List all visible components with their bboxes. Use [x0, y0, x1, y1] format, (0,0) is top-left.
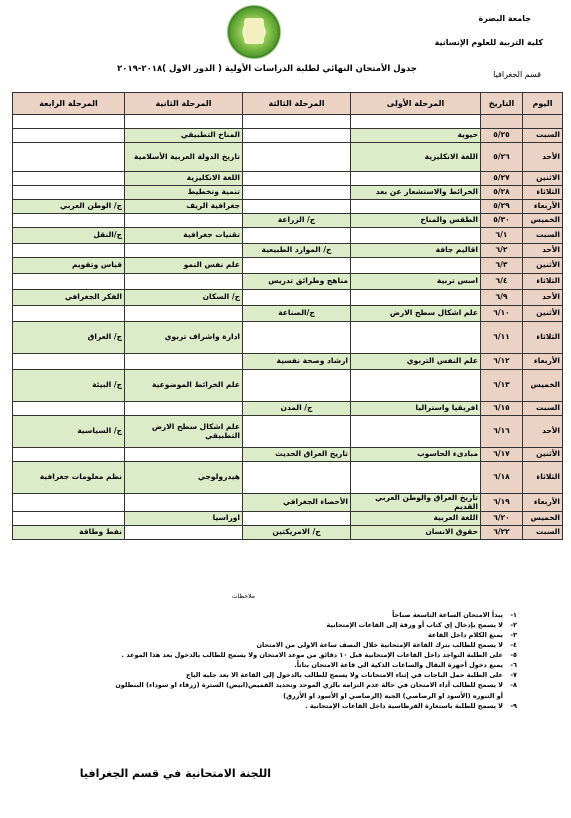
exam-committee-signature: اللجنة الامتحانية في قسم الجغرافيا: [79, 767, 271, 780]
cell-date: ٦/١٠: [481, 306, 523, 322]
cell-date: ٦/٩: [481, 290, 523, 306]
cell-day: الثلاثاء: [523, 322, 563, 354]
table-row: [13, 214, 563, 228]
cell-date: ٦/١١: [481, 322, 523, 354]
cell-second-stage: [125, 402, 243, 416]
cell-day: الأحد: [523, 416, 563, 448]
cell-date: ٦/٢٢: [481, 526, 523, 540]
table-row: [13, 526, 563, 540]
column-header-second-stage: المرحلة الثانية: [125, 93, 243, 115]
table-row: [13, 494, 563, 512]
note-item: [17, 680, 517, 690]
table-row: [13, 258, 563, 274]
cell-first-stage: علم النفس التربوي: [351, 354, 481, 370]
cell-day: الأربعاء: [523, 494, 563, 512]
cell-third-stage: [243, 228, 351, 244]
note-number: ٣-: [510, 631, 517, 640]
note-item: [17, 701, 517, 711]
cell-fourth-stage: الفكر الجغرافي: [13, 290, 125, 306]
cell-day: الأثنين: [523, 258, 563, 274]
table-row: [13, 290, 563, 306]
cell-third-stage: ارشاد وصحة نفسية: [243, 354, 351, 370]
cell-third-stage: ج/الصناعة: [243, 306, 351, 322]
cell-first-stage: اللغة الانكليزية: [351, 143, 481, 172]
table-row: [13, 402, 563, 416]
table-row: [13, 200, 563, 214]
cell-second-stage: [125, 274, 243, 290]
cell-first-stage: [351, 416, 481, 448]
cell-day: الأحد: [523, 290, 563, 306]
cell-third-stage: [243, 186, 351, 200]
cell-fourth-stage: [13, 129, 125, 143]
cell-third-stage: [243, 416, 351, 448]
cell-day: السبت: [523, 526, 563, 540]
note-item: [17, 670, 517, 680]
cell-third-stage: [243, 258, 351, 274]
cell-day: الخميس: [523, 214, 563, 228]
cell-second-stage: المناخ التطبيقي: [125, 129, 243, 143]
notes-label: ملاحظات: [232, 593, 255, 600]
cell-first-stage: حيوية: [351, 129, 481, 143]
note-number: ٤-: [510, 641, 517, 650]
table-row: [13, 274, 563, 290]
cell-first-stage: [351, 228, 481, 244]
note-number: ١-: [510, 611, 517, 619]
cell-third-stage: [243, 370, 351, 402]
cell-first-stage: [351, 370, 481, 402]
cell-third-stage: ج/ الزراعة: [243, 214, 351, 228]
table-row: [13, 143, 563, 172]
cell-second-stage: [125, 526, 243, 540]
note-item: [17, 610, 517, 620]
cell-second-stage: [125, 354, 243, 370]
cell-fourth-stage: ج/ الوطن العربي: [13, 200, 125, 214]
college-name: كلية التربية للعلوم الإنسانية: [434, 38, 543, 47]
cell-fourth-stage: [13, 244, 125, 258]
cell-date: ٦/٤: [481, 274, 523, 290]
table-row: [13, 512, 563, 526]
cell-third-stage: مناهج وطرائق تدريس: [243, 274, 351, 290]
cell-second-stage: ادارة واشراف تربوي: [125, 322, 243, 354]
table-row: [13, 448, 563, 462]
cell-third-stage: [243, 200, 351, 214]
cell-first-stage: [351, 462, 481, 494]
table-row: [13, 354, 563, 370]
cell-fourth-stage: [13, 143, 125, 172]
note-text: لا يسمح للطالب أداء الامتحان في حالة عدم التزامه بالزي الموحد وتحديد القميص(ابيض) السترة (زرقاء او سوداء) البنطلون: [115, 681, 503, 690]
cell-second-stage: تنمية وتخطيط: [125, 186, 243, 200]
cell-date: ٥/٢٨: [481, 186, 523, 200]
column-header-first-stage: المرحلة الأولى: [351, 93, 481, 115]
cell-third-stage: [243, 512, 351, 526]
cell-first-stage: الخرائط والاستشعار عن بعد: [351, 186, 481, 200]
cell-first-stage: اقاليم جافة: [351, 244, 481, 258]
note-number: ٢-: [510, 621, 517, 630]
cell-second-stage: [125, 244, 243, 258]
note-number: ٨-: [510, 681, 517, 690]
note-text: يبدأ الامتحان الساعة التاسعة صباحاً: [392, 611, 503, 619]
cell-fourth-stage: [13, 448, 125, 462]
university-name: جامعة البصرة: [478, 14, 531, 23]
note-text: على الطلبة التواجد داخل القاعات الإمتحانية قبل ١٠ دقائق من موعد الامتحان ولا يسمح للطالب بالدخول بعد هذا الموعد .: [121, 651, 503, 660]
note-number: ٥-: [510, 651, 517, 660]
cell-day: الأحد: [523, 143, 563, 172]
cell-day: الخميس: [523, 512, 563, 526]
note-text: أو التنوره (الأسود او الرصاصي) الجبه (الرصاصي او الأسود او الأزرق): [283, 691, 503, 700]
cell-first-stage: اسس تربية: [351, 274, 481, 290]
cell-fourth-stage: [13, 186, 125, 200]
table-body: [13, 115, 563, 540]
cell-third-stage: [243, 462, 351, 494]
cell-second-stage: ج/ السكان: [125, 290, 243, 306]
cell-day: الثلاثاء: [523, 274, 563, 290]
cell-third-stage: تاريخ العراق الحديث: [243, 448, 351, 462]
cell-first-stage: علم اشكال سطح الارض: [351, 306, 481, 322]
cell-third-stage: الأحصاء الجغرافي: [243, 494, 351, 512]
cell-fourth-stage: [13, 494, 125, 512]
cell-third-stage: [243, 290, 351, 306]
table-row: [13, 370, 563, 402]
column-header-date: التاريخ: [481, 93, 523, 115]
cell-fourth-stage: [13, 214, 125, 228]
cell-date: ٦/٢: [481, 244, 523, 258]
table-row: [13, 129, 563, 143]
table-row: [13, 244, 563, 258]
book-icon: [244, 18, 264, 44]
cell-date: ٦/١٧: [481, 448, 523, 462]
cell-first-stage: [351, 172, 481, 186]
cell-day: الأربعاء: [523, 200, 563, 214]
table-row: [13, 172, 563, 186]
cell-third-stage: ج/ الامريكتين: [243, 526, 351, 540]
cell-day: السبت: [523, 129, 563, 143]
cell-third-stage: [243, 172, 351, 186]
cell-day: الأحد: [523, 244, 563, 258]
cell-second-stage: جغرافية الريف: [125, 200, 243, 214]
note-number: ٧-: [510, 671, 517, 680]
cell-first-stage: حقوق الانسان: [351, 526, 481, 540]
table-row: [13, 115, 563, 129]
column-header-fourth-stage: المرحلة الرابعة: [13, 93, 125, 115]
cell-second-stage: هيدرولوجي: [125, 462, 243, 494]
note-item: [17, 650, 517, 660]
cell-second-stage: [125, 494, 243, 512]
note-text: يمنع دخول أجهزة النقال والساعات الذكية الى قاعة الامتحان بتاتاً.: [294, 661, 503, 670]
cell-date: ٦/١٢: [481, 354, 523, 370]
cell-day: الثلاثاء: [523, 462, 563, 494]
cell-date: [481, 115, 523, 129]
cell-date: ٦/١٣: [481, 370, 523, 402]
cell-second-stage: [125, 448, 243, 462]
note-text: لا يسمح للطلبة باستعارة القرطاسية داخل القاعات الإمتحانية .: [305, 701, 503, 710]
cell-second-stage: تقنيات جغرافية: [125, 228, 243, 244]
cell-second-stage: تاريخ الدولة العربية الأسلامية: [125, 143, 243, 172]
cell-fourth-stage: ج/ السياسية: [13, 416, 125, 448]
cell-date: ٦/٢٠: [481, 512, 523, 526]
document-header: [0, 0, 571, 92]
cell-third-stage: ج/ الموارد الطبيعية: [243, 244, 351, 258]
table-row: [13, 416, 563, 448]
cell-day: الاثنين: [523, 172, 563, 186]
cell-date: ٦/١٨: [481, 462, 523, 494]
cell-fourth-stage: نظم معلومات جغرافية: [13, 462, 125, 494]
cell-date: ٥/٢٥: [481, 129, 523, 143]
cell-second-stage: علم الخرائط الموضوعية: [125, 370, 243, 402]
cell-second-stage: اوراسيا: [125, 512, 243, 526]
cell-first-stage: [351, 258, 481, 274]
cell-fourth-stage: ج/النقل: [13, 228, 125, 244]
table-row: [13, 228, 563, 244]
note-item: [17, 620, 517, 630]
cell-day: السبت: [523, 228, 563, 244]
cell-fourth-stage: [13, 402, 125, 416]
cell-fourth-stage: [13, 306, 125, 322]
cell-date: ٥/٣٠: [481, 214, 523, 228]
cell-second-stage: اللغة الانكليزية: [125, 172, 243, 186]
cell-first-stage: [351, 200, 481, 214]
cell-fourth-stage: نفط وطاقة: [13, 526, 125, 540]
cell-first-stage: الطقس والمناخ: [351, 214, 481, 228]
cell-day: الأربعاء: [523, 354, 563, 370]
cell-fourth-stage: [13, 354, 125, 370]
cell-second-stage: [125, 306, 243, 322]
note-item: [17, 691, 517, 701]
table-header-row: [13, 93, 563, 115]
cell-date: ٦/١٦: [481, 416, 523, 448]
cell-date: ٦/٣: [481, 258, 523, 274]
university-logo: [226, 4, 282, 60]
note-item: [17, 640, 517, 650]
cell-date: ٦/١٩: [481, 494, 523, 512]
cell-fourth-stage: قياس وتقويم: [13, 258, 125, 274]
cell-fourth-stage: [13, 512, 125, 526]
note-text: لا يسمح للطالب بترك القاعة الإمتحانية خلال النصف ساعة الاولى من الامتحان: [256, 641, 503, 650]
exam-schedule-table: [12, 92, 563, 540]
table-row: [13, 322, 563, 354]
note-item: [17, 630, 517, 640]
cell-third-stage: [243, 129, 351, 143]
note-number: ٩-: [510, 701, 517, 710]
cell-fourth-stage: [13, 115, 125, 129]
note-text: لا يسمح بإدخال إي كتاب أو ورقة إلى القاعات الإمتحانية: [326, 621, 503, 630]
cell-fourth-stage: ج/ البيئة: [13, 370, 125, 402]
table-row: [13, 186, 563, 200]
cell-first-stage: افريقيا واستراليا: [351, 402, 481, 416]
cell-date: ٥/٢٩: [481, 200, 523, 214]
cell-first-stage: [351, 290, 481, 306]
cell-first-stage: مبادىء الحاسوب: [351, 448, 481, 462]
cell-second-stage: [125, 115, 243, 129]
cell-day: الخميس: [523, 370, 563, 402]
page-title: جدول الأمتحان النهائي لطلبة الدراسات الأولية ( الدور الاول )٢٠١٨-٢٠١٩: [117, 64, 417, 74]
note-number: ٦-: [510, 661, 517, 670]
note-item: [17, 660, 517, 670]
cell-third-stage: [243, 143, 351, 172]
cell-date: ٦/١٥: [481, 402, 523, 416]
note-text: يمنع الكلام داخل القاعة: [427, 631, 503, 640]
table-row: [13, 306, 563, 322]
cell-day: الأثنين: [523, 306, 563, 322]
notes-list: [17, 610, 517, 711]
cell-third-stage: [243, 322, 351, 354]
cell-second-stage: علم نفس النمو: [125, 258, 243, 274]
cell-day: [523, 115, 563, 129]
cell-date: ٥/٢٧: [481, 172, 523, 186]
cell-second-stage: علم اشكال سطح الارض التطبيقي: [125, 416, 243, 448]
department-name: قسم الجغرافيا: [493, 70, 541, 79]
cell-first-stage: تاريخ العراق والوطن العربي القديم: [351, 494, 481, 512]
cell-first-stage: [351, 115, 481, 129]
cell-third-stage: [243, 115, 351, 129]
cell-fourth-stage: [13, 274, 125, 290]
column-header-day: اليوم: [523, 93, 563, 115]
cell-fourth-stage: ج/ العراق: [13, 322, 125, 354]
cell-day: الثلاثاء: [523, 186, 563, 200]
cell-day: السبت: [523, 402, 563, 416]
cell-third-stage: ج/ المدن: [243, 402, 351, 416]
column-header-third-stage: المرحلة الثالثة: [243, 93, 351, 115]
cell-first-stage: [351, 322, 481, 354]
table-row: [13, 462, 563, 494]
cell-second-stage: [125, 214, 243, 228]
cell-date: ٦/١: [481, 228, 523, 244]
note-text: على الطلبة حمل الباجات في إثناء الامتحانات ولا يسمح للطالب بالدخول إلى القاعة الا بعد جلبه الباج: [186, 671, 503, 680]
cell-first-stage: اللغة العربية: [351, 512, 481, 526]
cell-date: ٥/٢٦: [481, 143, 523, 172]
cell-fourth-stage: [13, 172, 125, 186]
cell-day: الأثنين: [523, 448, 563, 462]
